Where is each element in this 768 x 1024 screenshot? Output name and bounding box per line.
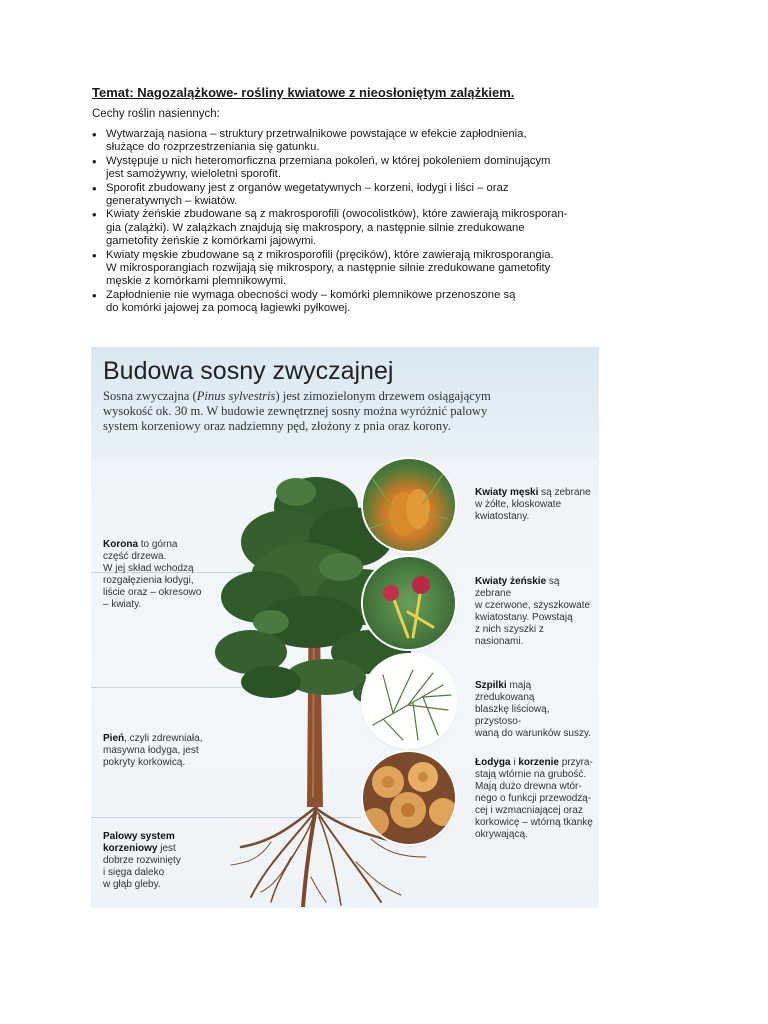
figure-intro: Sosna zwyczajna (Pinus sylvestris) jest zimozielonym drzewem osiągającym wysokość ok. 30 m. W budowie zewnętrznej sosny można wyróżnić palowy system korzeniowy oraz nadziemny pęd, złożony z pnia oraz korony. [103, 389, 491, 433]
figure-title: Budowa sosny zwyczajnej [103, 357, 394, 385]
label-szpilki: Szpilki mają zredukowaną blaszkę liściową, przystoso- waną do warunków suszy. [475, 680, 591, 739]
feature-item: • Kwiaty żeńskie zbudowane są z makrosporofili (owocolistków), które zawierają mikrosporan- gia (zalążki). W zalążkach znajdują się makrospory, a następnie silnie zredukowane gametofity żeńskie z komórkami jajowymi. [92, 208, 612, 248]
label-kwiaty-zenskie: Kwiaty żeńskie są zebrane w czerwone, szyszkowate kwiatostany. Powstają z nich szyszki z nasionami. [475, 576, 591, 647]
feature-item: • Zapłodnienie nie wymaga obecności wody – komórki plemnikowe przenoszone są do komórki jajowej za pomocą łagiewki pyłkowej. [92, 289, 612, 316]
male-flowers-photo [363, 459, 455, 551]
document-subtitle: Cechy roślin nasiennych: [92, 108, 220, 120]
label-korona: Korona to górna część drzewa. W jej skład wchodzą rozgałęzienia łodygi, liście oraz – okresowo – kwiaty. [103, 539, 202, 610]
feature-item: • Występuje u nich heteromorficzna przemiana pokoleń, w której pokoleniem dominującym jest samożywny, wieloletni sporofit. [92, 155, 612, 182]
pine-figure-panel [91, 347, 599, 908]
feature-item: • Kwiaty męskie zbudowane są z mikrosporofili (pręcików), które zawierają mikrosporangia. W mikrosporangiach rozwijają się mikrospory, a następnie silnie zredukowane gametofity męskie z komórkami plemnikowymi. [92, 249, 612, 289]
document-title: Temat: Nagozalążkowe- rośliny kwiatowe z nieosłoniętym zalążkiem. [92, 85, 515, 100]
wood-logs-photo [363, 752, 455, 844]
label-pien: Pień, czyli zdrewniała, masywna łodyga, jest pokryty korkowicą. [103, 733, 203, 768]
features-list [92, 128, 612, 316]
needles-photo [363, 655, 455, 747]
female-flowers-photo [363, 557, 455, 649]
label-kwiaty-meskie: Kwiaty męski są zebrane w żółte, kłoskowate kwiatostany. [475, 487, 591, 522]
feature-item: • Wytwarzają nasiona – struktury przetrwalnikowe powstające w efekcie zapłodnienia, służące do rozprzestrzeniania się gatunku. [92, 128, 612, 155]
feature-item: • Sporofit zbudowany jest z organów wegetatywnych – korzeni, łodygi i liści – oraz generatywnych – kwiatów. [92, 182, 612, 209]
label-korzen: Palowy system korzeniowy jest dobrze rozwinięty i sięga daleko w głąb gleby. [103, 831, 181, 890]
label-lodyga-korzenie: Łodyga i korzenie przyra- stają wtórnie na grubość. Mają dużo drewna wtór- nego o funkcji przewodzą- cej i wzmacniającej oraz korkowicę – wtórną tkankę okrywającą. [475, 757, 593, 840]
